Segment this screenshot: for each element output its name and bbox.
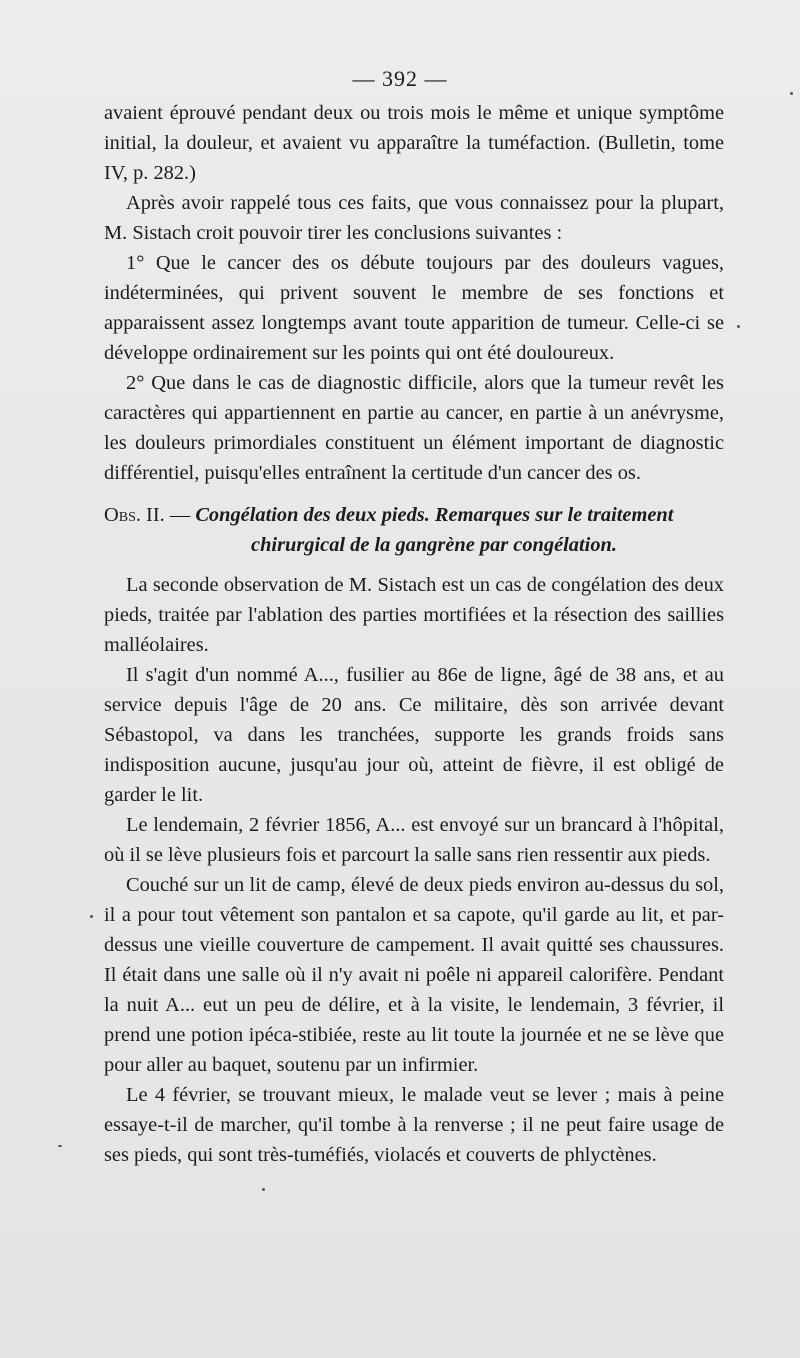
paragraph-hospital: Le lendemain, 2 février 1856, A... est envoyé sur un brancard à l'hôpital, où il se lève plusieurs fois et parcourt la salle sans rien ressentir aux pieds. <box>104 814 724 866</box>
observation-title-line1: Congélation des deux pieds. Remarques sur le traitement <box>195 504 674 526</box>
observation-title-line2: chirurgical de la gangrène par congélation. <box>251 534 617 556</box>
paragraph-continuation: avaient éprouvé pendant deux ou trois mois le même et unique symptôme initial, la douleur, et avaient vu apparaître la tuméfaction. (Bulletin, tome IV, p. 282.) <box>104 102 724 184</box>
ink-speck <box>790 92 793 95</box>
ink-speck <box>737 325 740 328</box>
ink-speck <box>262 1188 265 1191</box>
paragraph-bed: Couché sur un lit de camp, élevé de deux pieds environ au-dessus du sol, il a pour tout vêtement son pantalon et sa capote, qu'il garde au lit, et par-dessus une vieille couverture de campement. Il avait quitté ses chaussures. Il était dans une salle où il n'y avait ni poêle ni appareil calorifère. Pendant la nuit A... eut un peu de délire, et à la visite, le lendemain, 3 février, il prend une potion ipéca-stibiée, reste au lit toute la journée et ne se lève que pour aller au baquet, soutenu par un infirmier. <box>104 874 724 1076</box>
paragraph-conclusion-1: 1° Que le cancer des os débute toujours par des douleurs vagues, indéterminées, qui privent souvent le membre de ses fonctions et apparaissent assez longtemps avant toute apparition de tumeur. Celle-ci se développe ordinairement sur les points qui ont été douloureux. <box>104 252 724 364</box>
ink-speck <box>58 1145 62 1147</box>
body-text <box>104 98 724 1170</box>
observation-label: Obs. II. <box>104 504 165 526</box>
ink-speck <box>90 915 93 918</box>
paragraph-patient: Il s'agit d'un nommé A..., fusilier au 86e de ligne, âgé de 38 ans, et au service depuis l'âge de 20 ans. Ce militaire, dès son arrivée devant Sébastopol, va dans les tranchées, supporte les grands froids sans indisposition aucune, jusqu'au jour où, atteint de fièvre, il est obligé de garder le lit. <box>104 664 724 806</box>
observation-heading <box>104 500 724 560</box>
observation-dash: — <box>164 504 196 526</box>
paragraph-feb4: Le 4 février, se trouvant mieux, le malade veut se lever ; mais à peine essaye-t-il de marcher, qu'il tombe à la renverse ; il ne peut faire usage de ses pieds, qui sont très-tuméfiés, violacés et couverts de phlyctènes. <box>104 1084 724 1166</box>
paragraph-intro-conclusions: Après avoir rappelé tous ces faits, que vous connaissez pour la plupart, M. Sistach croit pouvoir tirer les conclusions suivantes : <box>104 192 724 244</box>
paragraph-case-summary: La seconde observation de M. Sistach est un cas de congélation des deux pieds, traitée par l'ablation des parties mortifiées et la résection des saillies malléolaires. <box>104 574 724 656</box>
page-number: — 392 — <box>352 66 448 91</box>
paragraph-conclusion-2: 2° Que dans le cas de diagnostic difficile, alors que la tumeur revêt les caractères qui appartiennent en partie au cancer, en partie à un anévrysme, les douleurs primordiales constituent un élément important de diagnostic différentiel, puisqu'elles entraînent la certitude d'un cancer des os. <box>104 372 724 484</box>
